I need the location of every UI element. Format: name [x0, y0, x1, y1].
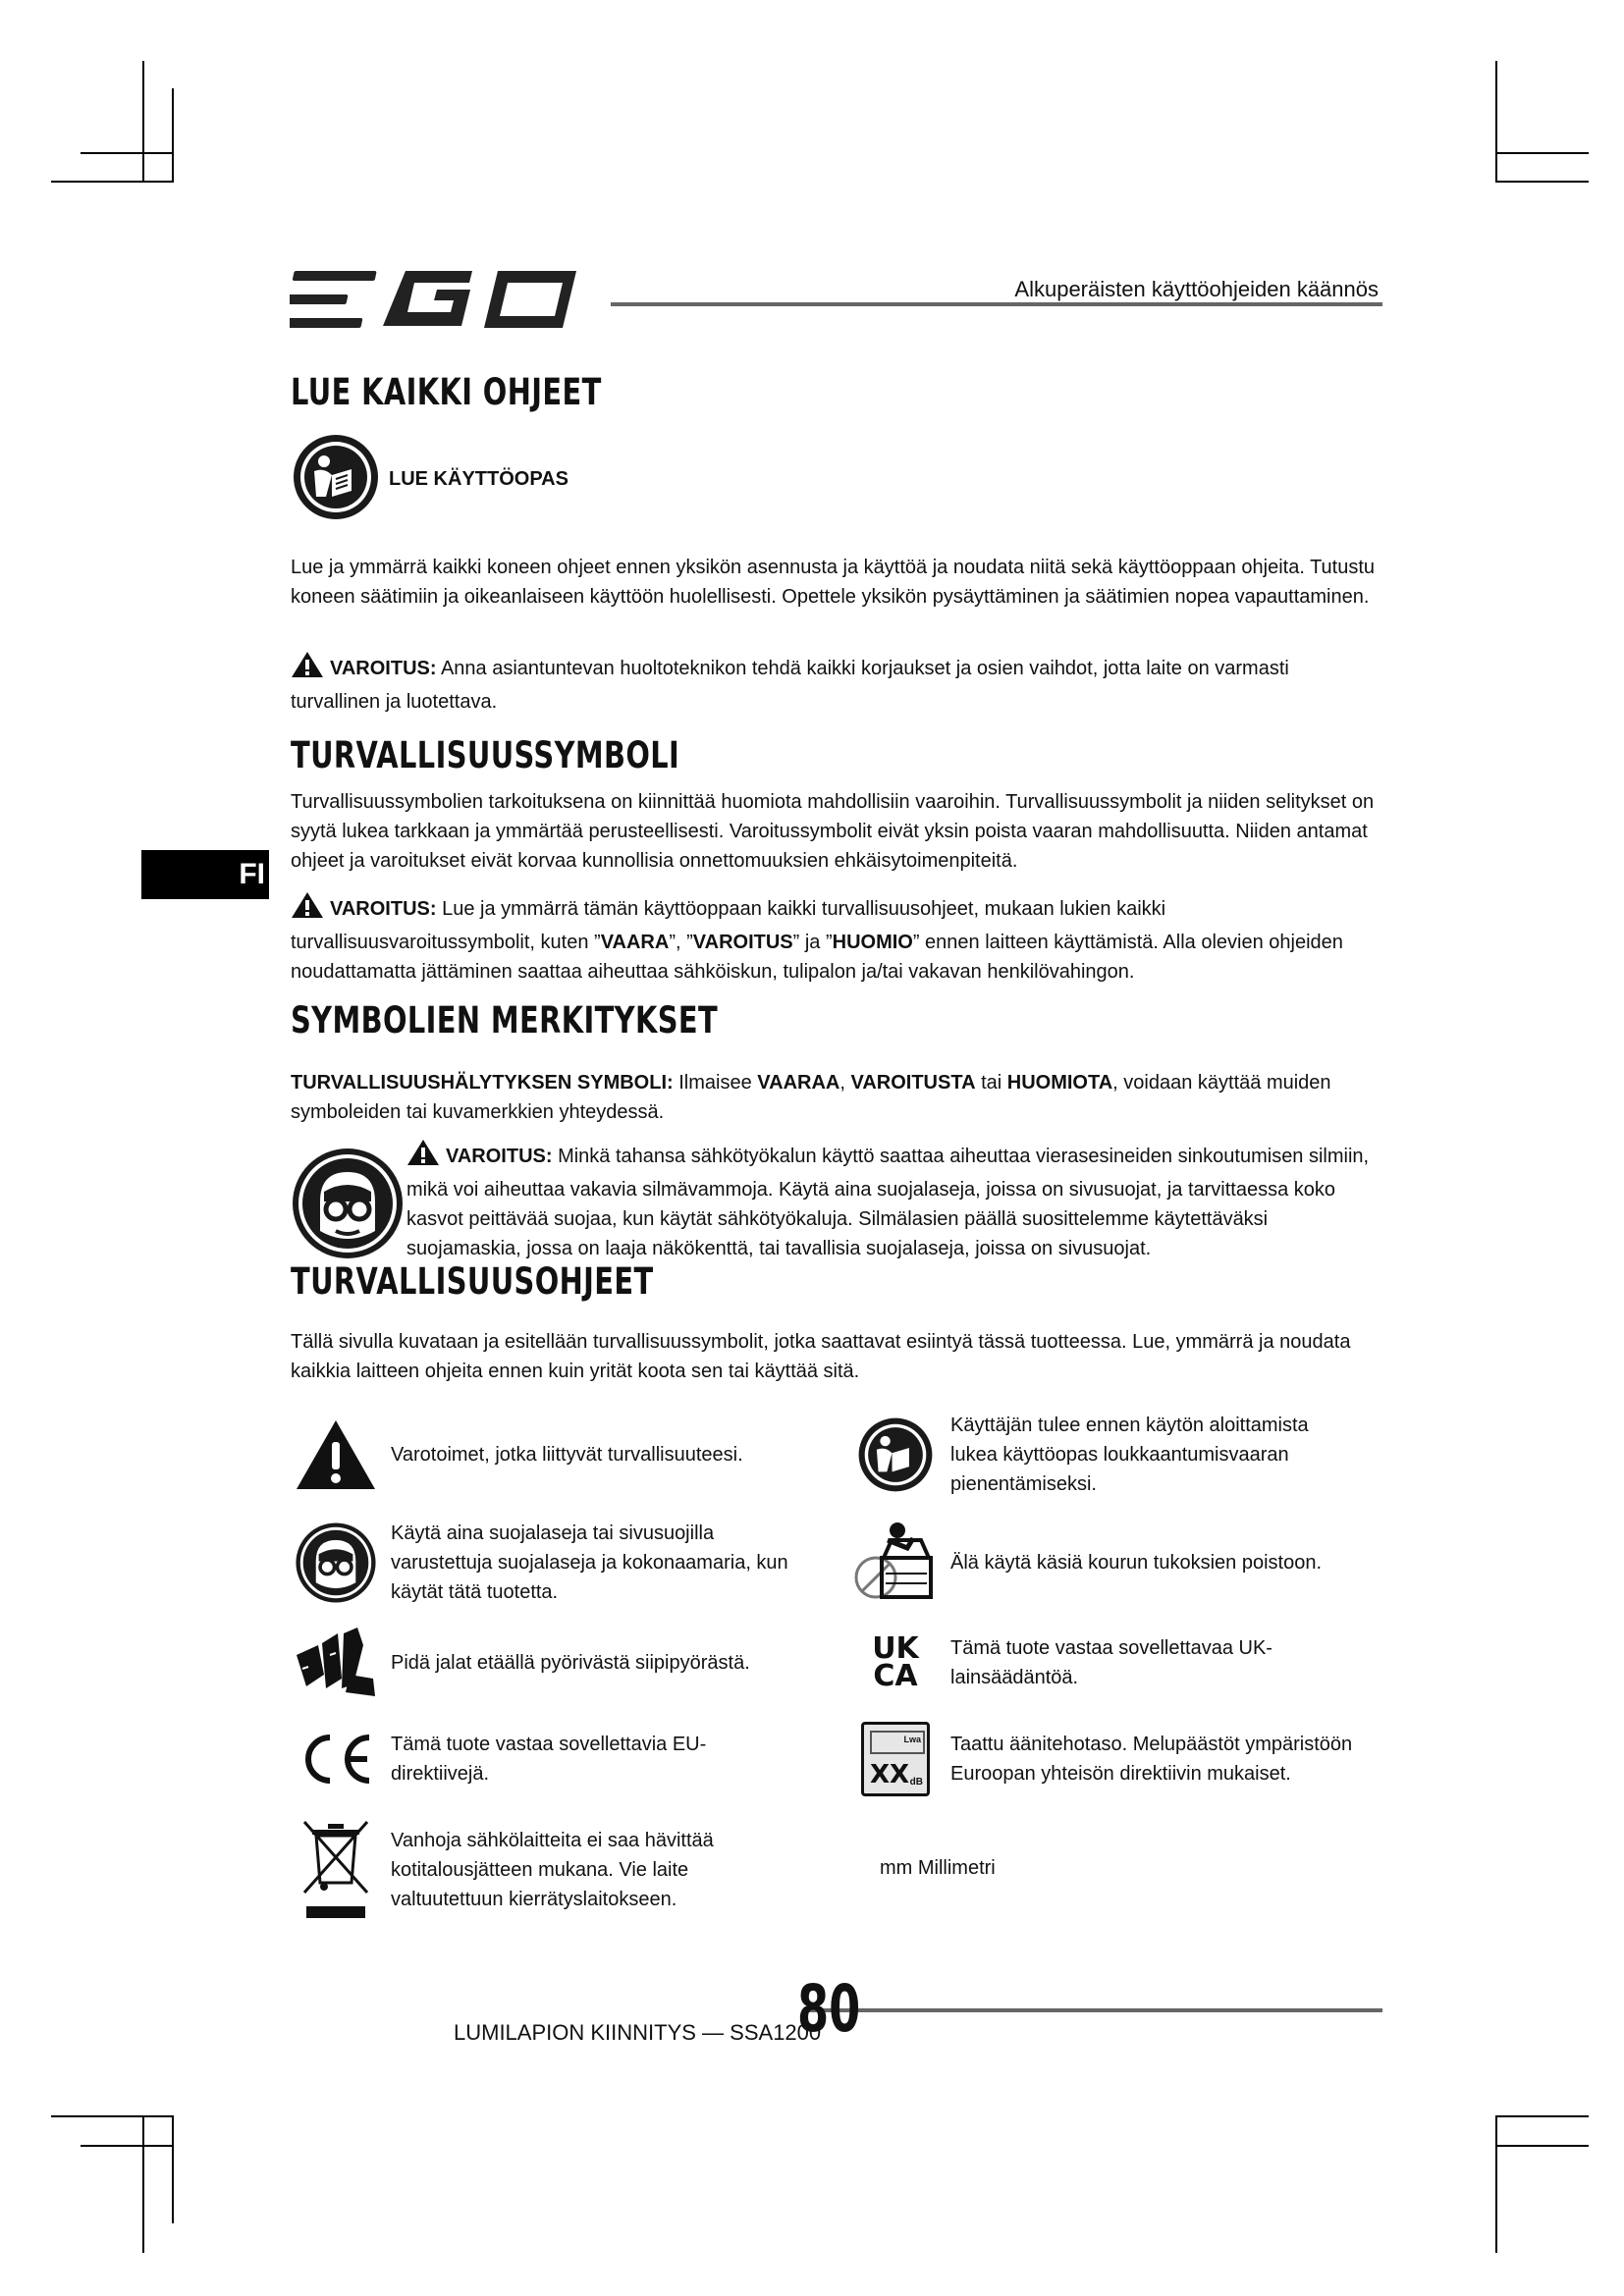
alert-sep: ,	[839, 1072, 845, 1094]
symbol-text: Käyttäjän tulee ennen käytön aloittamista lukea käyttöopas loukkaantumisvaaran pienentämiseksi.	[950, 1415, 1309, 1495]
warning-label: VAROITUS:	[446, 1146, 553, 1167]
header-title: Alkuperäisten käyttöohjeiden käännös	[1014, 277, 1379, 301]
warning-triangle-icon	[291, 651, 324, 687]
separator: ”, ”	[669, 932, 693, 953]
symbol-row	[291, 1410, 821, 1500]
symbol-row	[291, 1714, 821, 1804]
section2-paragraph	[291, 787, 1382, 876]
separator: ” ja ”	[792, 932, 833, 953]
read-manual-icon	[291, 432, 381, 527]
symbol-text: Tämä tuote vastaa sovellettavia EU-direktiivejä.	[391, 1734, 707, 1785]
page-number: 80	[797, 1971, 861, 2047]
crop-mark	[1495, 2145, 1589, 2147]
alert-term-danger: VAARAA	[757, 1072, 840, 1094]
symbol-row	[850, 1410, 1380, 1500]
read-manual-badge	[291, 432, 568, 527]
crop-mark	[142, 61, 144, 181]
sound-power-icon	[850, 1714, 941, 1804]
crop-mark	[81, 152, 174, 154]
crop-mark	[51, 2115, 174, 2117]
term-caution: HUOMIO	[832, 932, 913, 953]
eye-protection-warning	[291, 1139, 1382, 1263]
warning-triangle-icon	[406, 1139, 440, 1175]
safety-glasses-icon	[291, 1518, 381, 1608]
symbol-row	[291, 1618, 821, 1708]
crop-mark	[51, 181, 174, 183]
ego-logo	[290, 265, 584, 341]
warning-text: Minkä tahansa sähkötyökalun käyttö saattaa aiheuttaa vierasesineiden sinkoutumisen silmiin, mikä voi aiheuttaa vakavia silmävammoja. Käytä aina suojalaseja, joissa on sivusuojat, ja tarvittaessa koko kasvot peittävää suojaa, kun käytät sähkötyökaluja. Silmälasien päällä suosittelemme käytettäväksi suojamaskia, jossa on laaja näkökenttä, tai tavallisia suojalaseja, joissa on sivusuojat.	[406, 1146, 1370, 1259]
symbol-text: Varotoimet, jotka liittyvät turvallisuuteesi.	[391, 1444, 743, 1466]
crop-mark	[172, 2115, 174, 2223]
warning-label: VAROITUS:	[330, 658, 437, 679]
section-heading-safety-symbol: TURVALLISUUSSYMBOLI	[291, 734, 680, 776]
section1-warning	[291, 651, 1382, 717]
section1-text: Lue ja ymmärrä kaikki koneen ohjeet ennen yksikön asennusta ja käyttöä ja noudata niitä sekä käyttöoppaan ohjeita. Tutustu koneen säätimiin ja oikeanlaiseen käyttöön huolellisesti. Opettele yksikön pysäyttäminen ja säätimien nopea vapauttaminen.	[291, 557, 1376, 608]
symbol-text: Pidä jalat etäällä pyörivästä siipipyörästä.	[391, 1652, 750, 1674]
term-warning: VAROITUS	[692, 932, 793, 953]
symbol-row	[850, 1618, 1380, 1708]
symbol-row	[850, 1714, 1380, 1804]
symbol-text: Vanhoja sähkölaitteita ei saa hävittää kotitalousjätteen mukana. Vie laite valtuutettuun kierrätyslaitokseen.	[391, 1830, 714, 1910]
warning-text-a: Lue ja ymmärrä tämän käyttöoppaan kaikki turvallisuusohjeet, mukaan lukien kaikki turvallisuusvaroitussymbolit, kuten ”	[291, 898, 1166, 953]
section2-text: Turvallisuussymbolien tarkoituksena on kiinnittää huomiota mahdollisiin vaaroihin. Turvallisuussymbolit ja niiden selitykset on syytä lukea tarkkaan ja ymmärtää perusteellisesti. Varoitussymbolit eivät yksin poista vaaran mahdollisuutta. Niiden antamat ohjeet ja varoitukset eivät korvaa kunnollisia onnettomuuksien ehkäisytoimenpiteitä.	[291, 791, 1375, 872]
weee-bin-icon	[291, 1816, 381, 1924]
section2-warning	[291, 891, 1382, 987]
sound-unit-db: dB	[909, 1777, 923, 1788]
crop-mark	[1495, 2115, 1589, 2117]
alert-term-warning: VAROITUSTA	[850, 1072, 976, 1094]
language-tab: FI	[141, 850, 269, 899]
safety-glasses-icon	[291, 1147, 405, 1265]
symbol-row	[291, 1518, 821, 1608]
crop-mark	[142, 2115, 144, 2253]
ukca-bottom: CA	[873, 1659, 918, 1693]
symbol-text: Käytä aina suojalaseja tai sivusuojilla varustettuja suojalaseja ja kokonaamaria, kun käytät tätä tuotetta.	[391, 1522, 788, 1603]
footer-title: LUMILAPION KIINNITYS — SSA1200	[454, 2020, 822, 2045]
warning-triangle-icon	[291, 891, 324, 928]
crop-mark	[172, 88, 174, 183]
alert-sep: tai	[981, 1072, 1002, 1094]
sound-unit-lwa: Lwa	[903, 1735, 921, 1744]
ukca-top: UK	[872, 1631, 919, 1666]
ukca-mark-icon	[850, 1618, 941, 1708]
crop-mark	[1495, 152, 1589, 154]
warning-triangle-icon	[291, 1410, 381, 1500]
crop-mark	[81, 2145, 174, 2147]
section-heading-safety-instructions: TURVALLISUUSOHJEET	[291, 1260, 654, 1303]
warning-text-b: ” ennen laitteen käyttämistä. Alla olevien ohjeiden noudattamatta jättäminen saattaa aiheuttaa sähköiskun, tulipalon ja/tai vakavan henkilövahingon.	[291, 932, 1343, 983]
no-hands-chute-icon	[850, 1518, 941, 1608]
footer-rule	[805, 2008, 1382, 2012]
section1-paragraph	[291, 553, 1382, 612]
rotating-auger-feet-icon	[291, 1618, 381, 1708]
section4-paragraph	[291, 1327, 1382, 1386]
alert-text-b: , voidaan käyttää muiden symboleiden tai kuvamerkkien yhteydessä.	[291, 1072, 1331, 1123]
alert-term-caution: HUOMIOTA	[1006, 1072, 1113, 1094]
crop-mark	[1495, 181, 1589, 183]
header-rule	[611, 302, 1382, 306]
symbol-text: Taattu äänitehotaso. Melupäästöt ympäristöön Euroopan yhteisön direktiivin mukaiset.	[950, 1734, 1353, 1785]
ce-mark-icon	[291, 1714, 381, 1804]
term-danger: VAARA	[600, 932, 670, 953]
symbol-text: mm Millimetri	[880, 1857, 996, 1879]
section-heading-read-all: LUE KAIKKI OHJEET	[291, 371, 602, 413]
read-manual-label: LUE KÄYTTÖOPAS	[389, 468, 568, 490]
alert-label: TURVALLISUUSHÄLYTYKSEN SYMBOLI:	[291, 1072, 674, 1094]
crop-mark	[1495, 61, 1497, 181]
symbol-text: Älä käytä käsiä kourun tukoksien poistoon.	[950, 1552, 1322, 1574]
symbol-row	[850, 1518, 1380, 1608]
sound-badge-value: XX	[870, 1760, 910, 1789]
symbol-row	[868, 1853, 1379, 1883]
warning-label: VAROITUS:	[330, 898, 437, 920]
crop-mark	[1495, 2115, 1497, 2253]
read-manual-icon	[850, 1410, 941, 1500]
section-heading-symbol-meanings: SYMBOLIEN MERKITYKSET	[291, 999, 719, 1041]
section4-text: Tällä sivulla kuvataan ja esitellään turvallisuussymbolit, jotka saattavat esiintyä tässä tuotteessa. Lue, ymmärrä ja noudata kaikkia laitteen ohjeita ennen kuin yrität koota sen tai käyttää sitä.	[291, 1331, 1351, 1382]
section3-alert	[291, 1068, 1382, 1127]
warning-text: Anna asiantuntevan huoltoteknikon tehdä kaikki korjaukset ja osien vaihdot, jotta laite on varmasti turvallinen ja luotettava.	[291, 658, 1289, 713]
alert-text-a: Ilmaisee	[678, 1072, 752, 1094]
symbol-row	[291, 1816, 821, 1924]
symbol-text: Tämä tuote vastaa sovellettavaa UK-lainsäädäntöä.	[950, 1637, 1272, 1688]
